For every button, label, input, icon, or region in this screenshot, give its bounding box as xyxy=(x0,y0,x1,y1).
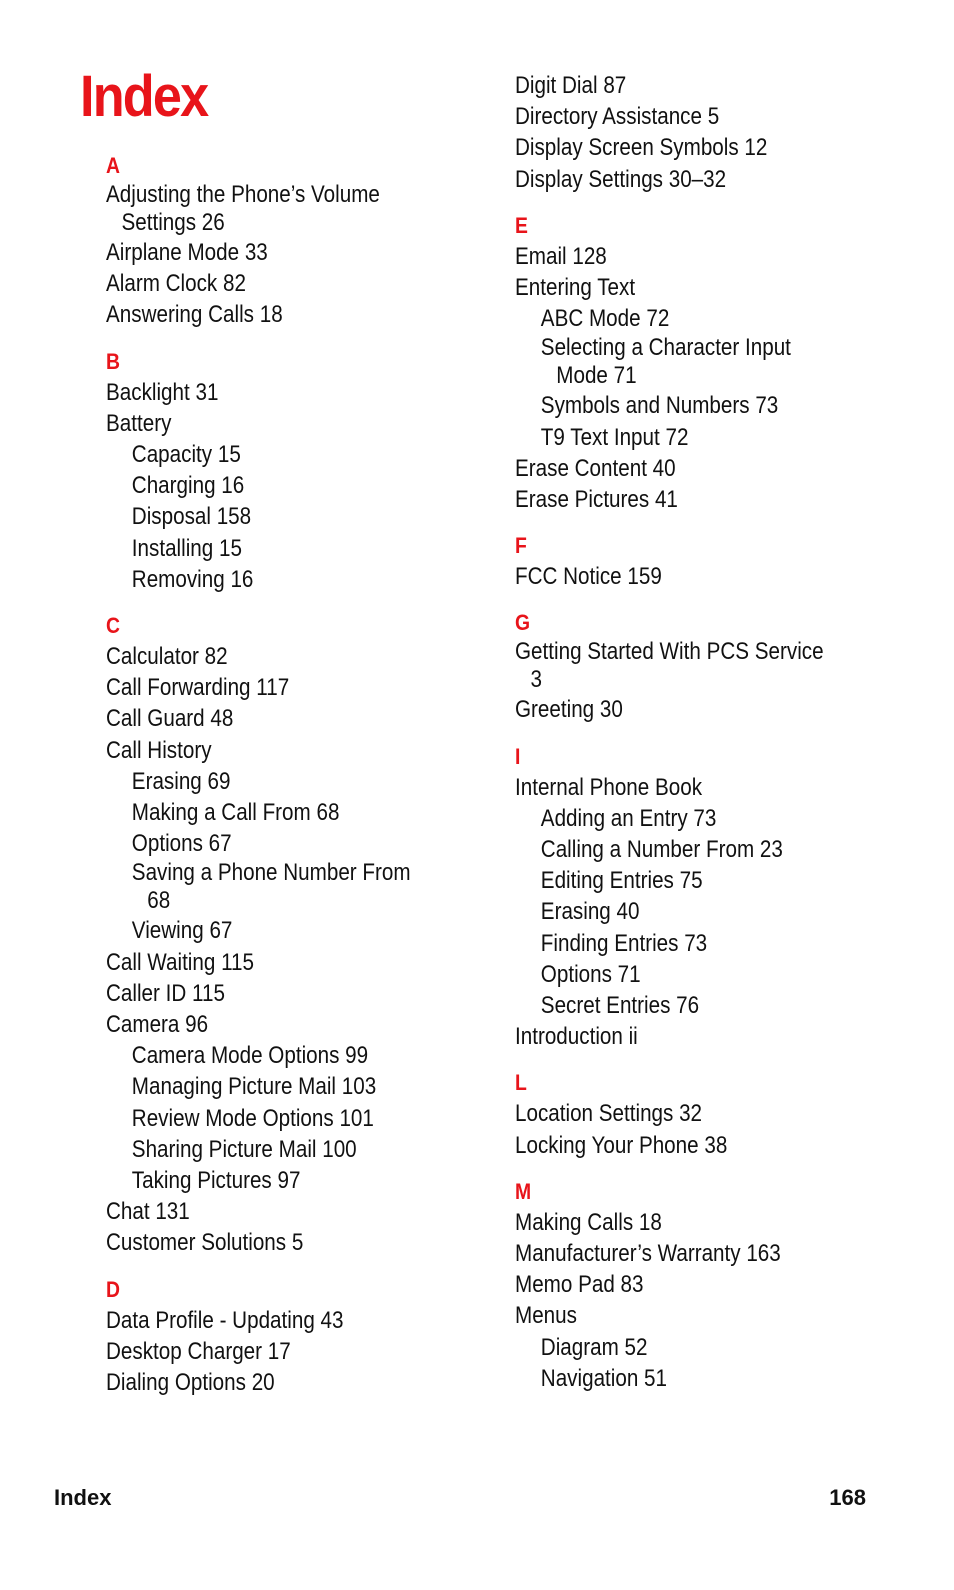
index-entry xyxy=(515,1130,911,1161)
index-subentry xyxy=(515,834,936,865)
index-entry xyxy=(515,1238,911,1269)
entry-text: Locking Your Phone 38 xyxy=(515,1131,728,1159)
entry-text: Call History xyxy=(106,736,212,764)
entry-text: FCC Notice 159 xyxy=(515,563,662,591)
index-subentry xyxy=(515,390,936,421)
entry-text: Charging 16 xyxy=(131,472,245,500)
entry-text: Display Settings 30–32 xyxy=(515,165,727,193)
index-entry xyxy=(106,735,502,766)
index-subentry xyxy=(106,533,527,564)
index-section xyxy=(515,1067,915,1160)
index-subentry xyxy=(106,1103,527,1134)
index-entry xyxy=(106,377,502,408)
section-letter: D xyxy=(106,1276,120,1302)
index-entry xyxy=(515,101,911,132)
index-entry xyxy=(515,1300,911,1331)
entry-text: Chat 131 xyxy=(106,1198,190,1226)
entry-text: Location Settings 32 xyxy=(515,1100,703,1128)
page-title: Index xyxy=(80,64,208,129)
entry-text: Getting Started With PCS Service xyxy=(515,638,824,666)
entry-text: Adjusting the Phone’s Volume xyxy=(106,181,380,208)
index-entry xyxy=(515,1098,911,1129)
index-subentry xyxy=(515,334,919,390)
index-subentry xyxy=(106,1165,527,1196)
index-entry xyxy=(106,1336,502,1367)
entry-text: Saving a Phone Number From xyxy=(131,859,411,887)
entry-text: Making Calls 18 xyxy=(515,1208,662,1236)
index-subentry xyxy=(515,896,936,927)
index-entry xyxy=(106,1367,502,1398)
index-subentry xyxy=(515,990,936,1021)
entry-text: T9 Text Input 72 xyxy=(540,423,689,451)
index-subentry xyxy=(106,1134,527,1165)
entry-text: Erase Pictures 41 xyxy=(515,486,678,514)
index-entry xyxy=(106,703,502,734)
entry-text: Removing 16 xyxy=(131,565,254,593)
index-subentry xyxy=(106,1071,527,1102)
index-entry xyxy=(106,237,502,268)
index-entry xyxy=(515,453,911,484)
section-letter: F xyxy=(515,533,527,559)
entry-text: Customer Solutions 5 xyxy=(106,1229,304,1257)
entry-text: Managing Picture Mail 103 xyxy=(131,1073,377,1101)
entry-text: Review Mode Options 101 xyxy=(131,1104,374,1132)
entry-text: Alarm Clock 82 xyxy=(106,270,246,298)
entry-text: Sharing Picture Mail 100 xyxy=(131,1135,357,1163)
entry-text: Data Profile - Updating 43 xyxy=(106,1306,344,1334)
index-entry xyxy=(515,484,911,515)
entry-continuation: Settings 26 xyxy=(121,209,225,236)
entry-text: Camera Mode Options 99 xyxy=(131,1042,369,1070)
index-subentry xyxy=(106,859,510,915)
index-subentry xyxy=(515,303,936,334)
entry-text: Camera 96 xyxy=(106,1011,209,1039)
footer-page-number: 168 xyxy=(829,1485,866,1510)
entry-text: Taking Pictures 97 xyxy=(131,1167,301,1195)
index-section xyxy=(106,610,486,1259)
entry-text: Disposal 158 xyxy=(131,503,252,531)
entry-text: Display Screen Symbols 12 xyxy=(515,134,768,162)
entry-text: Directory Assistance 5 xyxy=(515,103,720,131)
index-section xyxy=(515,530,915,592)
entry-text: Answering Calls 18 xyxy=(106,301,283,329)
index-entry xyxy=(515,272,911,303)
entry-text: Email 128 xyxy=(515,242,607,270)
section-letter: B xyxy=(106,348,120,374)
entry-text: Options 67 xyxy=(131,830,232,858)
section-letter: M xyxy=(515,1178,532,1204)
index-subentry xyxy=(515,803,936,834)
entry-text: Memo Pad 83 xyxy=(515,1271,644,1299)
entry-text: Digit Dial 87 xyxy=(515,72,627,99)
entry-text: Symbols and Numbers 73 xyxy=(540,392,779,420)
entry-text: Airplane Mode 33 xyxy=(106,239,268,266)
entry-text: Entering Text xyxy=(515,274,636,302)
entry-text: Introduction ii xyxy=(515,1023,638,1051)
entry-text: Dialing Options 20 xyxy=(106,1369,275,1397)
section-letter: L xyxy=(515,1070,527,1096)
entry-text: Greeting 30 xyxy=(515,696,623,724)
entry-text: Battery xyxy=(106,409,172,437)
section-letter: G xyxy=(515,610,531,636)
index-subentry xyxy=(106,915,527,946)
footer-section-label: Index xyxy=(54,1485,112,1510)
entry-continuation: Mode 71 xyxy=(556,362,637,390)
entry-text: Desktop Charger 17 xyxy=(106,1337,291,1365)
entry-text: Erasing 40 xyxy=(540,898,640,926)
index-section xyxy=(106,1274,486,1399)
index-entry xyxy=(106,947,502,978)
index-subentry xyxy=(106,766,527,797)
entry-text: Navigation 51 xyxy=(540,1364,668,1392)
index-subentry xyxy=(106,470,527,501)
entry-text: Options 71 xyxy=(540,960,641,988)
entry-text: Selecting a Character Input xyxy=(540,334,791,362)
index-entry xyxy=(106,1305,502,1336)
entry-text: Diagram 52 xyxy=(540,1333,648,1361)
entry-text: Viewing 67 xyxy=(131,917,233,945)
index-column-left xyxy=(106,150,486,1413)
entry-text: Backlight 31 xyxy=(106,378,219,406)
index-entry xyxy=(515,70,911,101)
section-letter: I xyxy=(515,743,521,769)
index-subentry xyxy=(515,959,936,990)
entry-text: Secret Entries 76 xyxy=(540,992,700,1020)
index-entry xyxy=(106,1196,502,1227)
index-entry xyxy=(106,408,502,439)
entry-text: Internal Phone Book xyxy=(515,773,703,801)
entry-text: Installing 15 xyxy=(131,534,242,562)
index-entry xyxy=(515,132,911,163)
index-entry xyxy=(106,181,484,237)
index-section xyxy=(515,607,915,725)
entry-text: Calculator 82 xyxy=(106,643,228,671)
index-entry xyxy=(106,268,502,299)
index-subentry xyxy=(515,422,936,453)
entry-text: Call Waiting 115 xyxy=(106,948,254,976)
index-entry xyxy=(515,164,911,195)
index-entry xyxy=(515,1021,911,1052)
index-entry xyxy=(106,978,502,1009)
index-entry xyxy=(515,561,911,592)
index-entry xyxy=(515,241,911,272)
index-subentry xyxy=(515,865,936,896)
index-section xyxy=(515,1176,915,1394)
entry-text: ABC Mode 72 xyxy=(540,305,670,333)
section-letter: C xyxy=(106,613,120,639)
entry-text: Caller ID 115 xyxy=(106,979,225,1007)
index-subentry xyxy=(515,1332,936,1363)
entry-text: Calling a Number From 23 xyxy=(540,836,783,864)
index-column-right xyxy=(515,70,915,1409)
index-entry xyxy=(515,694,911,725)
entry-text: Erase Content 40 xyxy=(515,454,676,482)
index-entry xyxy=(106,299,502,330)
index-section xyxy=(515,741,915,1053)
entry-text: Erasing 69 xyxy=(131,767,231,795)
index-entry xyxy=(515,638,893,694)
entry-continuation: 68 xyxy=(147,887,171,915)
index-entry xyxy=(106,1227,502,1258)
section-letter: E xyxy=(515,212,528,238)
index-section xyxy=(515,210,915,515)
index-entry xyxy=(515,1207,911,1238)
section-letter: A xyxy=(106,153,120,178)
entry-text: Menus xyxy=(515,1302,577,1330)
index-subentry xyxy=(106,1040,527,1071)
index-subentry xyxy=(106,564,527,595)
index-entry xyxy=(515,1269,911,1300)
index-entry xyxy=(106,641,502,672)
entry-text: Editing Entries 75 xyxy=(540,867,703,895)
index-entry xyxy=(106,1009,502,1040)
index-entry xyxy=(515,772,911,803)
entry-text: Capacity 15 xyxy=(131,441,241,469)
entry-text: Making a Call From 68 xyxy=(131,799,340,827)
index-subentry xyxy=(106,797,527,828)
index-section xyxy=(106,150,486,331)
entry-text: Manufacturer’s Warranty 163 xyxy=(515,1240,781,1268)
entry-text: Call Forwarding 117 xyxy=(106,674,290,702)
entry-continuation: 3 xyxy=(530,666,542,694)
index-subentry xyxy=(106,439,527,470)
index-subentry xyxy=(106,501,527,532)
entry-text: Call Guard 48 xyxy=(106,705,234,733)
index-subentry xyxy=(106,828,527,859)
index-section xyxy=(106,346,486,595)
index-subentry xyxy=(515,928,936,959)
index-entry xyxy=(106,672,502,703)
entry-text: Finding Entries 73 xyxy=(540,929,708,957)
entry-text: Adding an Entry 73 xyxy=(540,804,717,832)
index-section xyxy=(515,70,915,195)
index-subentry xyxy=(515,1363,936,1394)
